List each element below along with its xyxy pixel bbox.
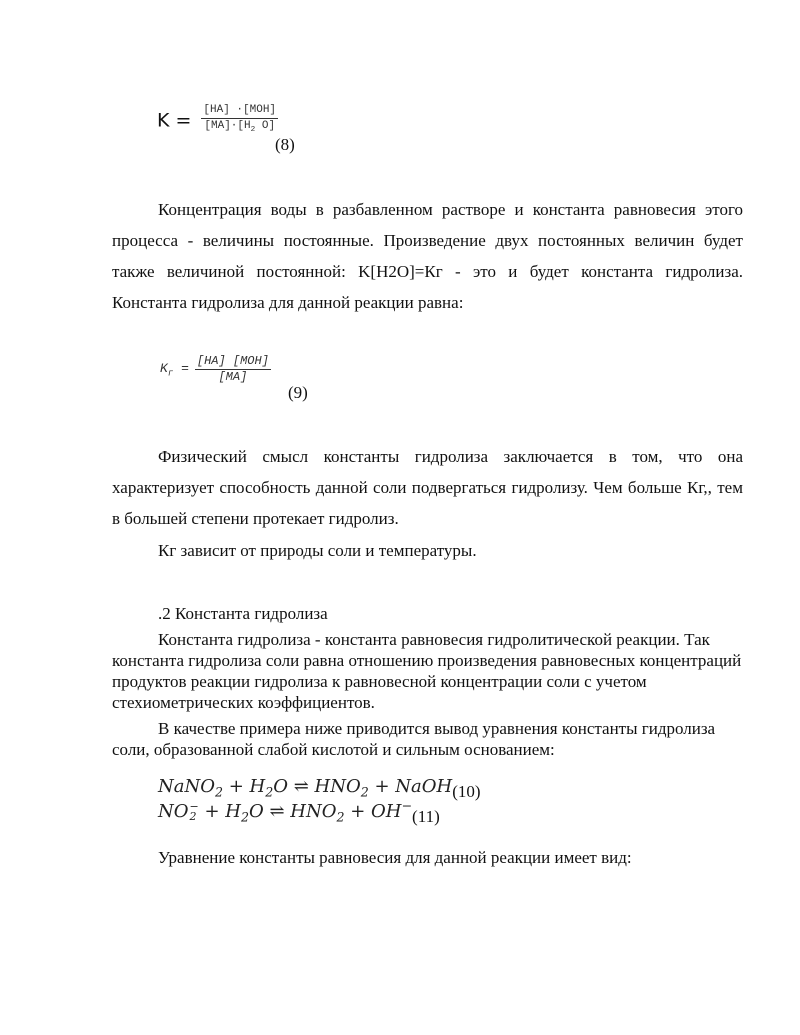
- formula-9: [160, 355, 271, 384]
- paragraph-example-intro: В качестве примера ниже приводится вывод уравнения константы гидролиза соли, образованной слабой кислотой и сильным основанием:: [112, 719, 716, 759]
- equation-11: [158, 798, 440, 825]
- equation-11-number: (11): [412, 807, 440, 826]
- formula-8: [157, 104, 278, 137]
- equation-10-body: NaNO$_2$ + $H_2O$ ⇌ $HNO_2$ + NaOH: [158, 776, 453, 800]
- formula-8-lhs: K =: [157, 109, 192, 132]
- paragraph-physical-meaning: Физический смысл константы гидролиза заключается в том, что она характеризует способность данной соли подвергаться гидролизу. Чем больше Кг,, тем в большей степени протекает гидролиз.: [112, 447, 743, 528]
- paragraph-water-concentration: Концентрация воды в разбавленном растворе и константа равновесия этого процесса - величины постоянные. Произведение двух постоянных величин будет также величиной постоянной: K[H2O]=Кг - это и будет константа гидролиза. Константа гидролиза для данной реакции равна:: [112, 200, 743, 312]
- formula-9-number: (9): [288, 383, 308, 402]
- formula-8-number: (8): [275, 135, 295, 154]
- formula-9-lhs: $K_г$ =: [160, 360, 189, 379]
- equation-11-body: NO − 2 + $H_2O$ ⇌ $HNO_2 + OH^-$: [158, 798, 413, 825]
- formula-9-numerator: [HA] [MOH]: [196, 354, 269, 368]
- equation-10-number: (10): [452, 782, 481, 801]
- paragraph-hydrolysis-constant-definition: Константа гидролиза - константа равновесия гидролитической реакции. Так константа гидролиза соли равна отношению произведения равновесных концентраций продуктов реакции гидролиза к равновесной концентрации соли с учетом стехиометрических коэффициентов.: [112, 630, 742, 712]
- formula-9-fraction: [195, 355, 271, 384]
- paragraph-kg-depends: Кг зависит от природы соли и температуры.: [158, 541, 477, 560]
- equation-10: [158, 776, 481, 800]
- formula-9-denominator: [MA]: [218, 370, 248, 384]
- formula-8-denominator: $[MA]\cdot[H_2$ O]: [204, 120, 276, 135]
- formula-8-numerator: [HA] ·[MOH]: [201, 104, 278, 119]
- section-heading: .2 Константа гидролиза: [158, 604, 328, 623]
- formula-8-fraction: [201, 104, 278, 137]
- paragraph-equilibrium-equation: Уравнение константы равновесия для данной реакции имеет вид:: [158, 848, 632, 867]
